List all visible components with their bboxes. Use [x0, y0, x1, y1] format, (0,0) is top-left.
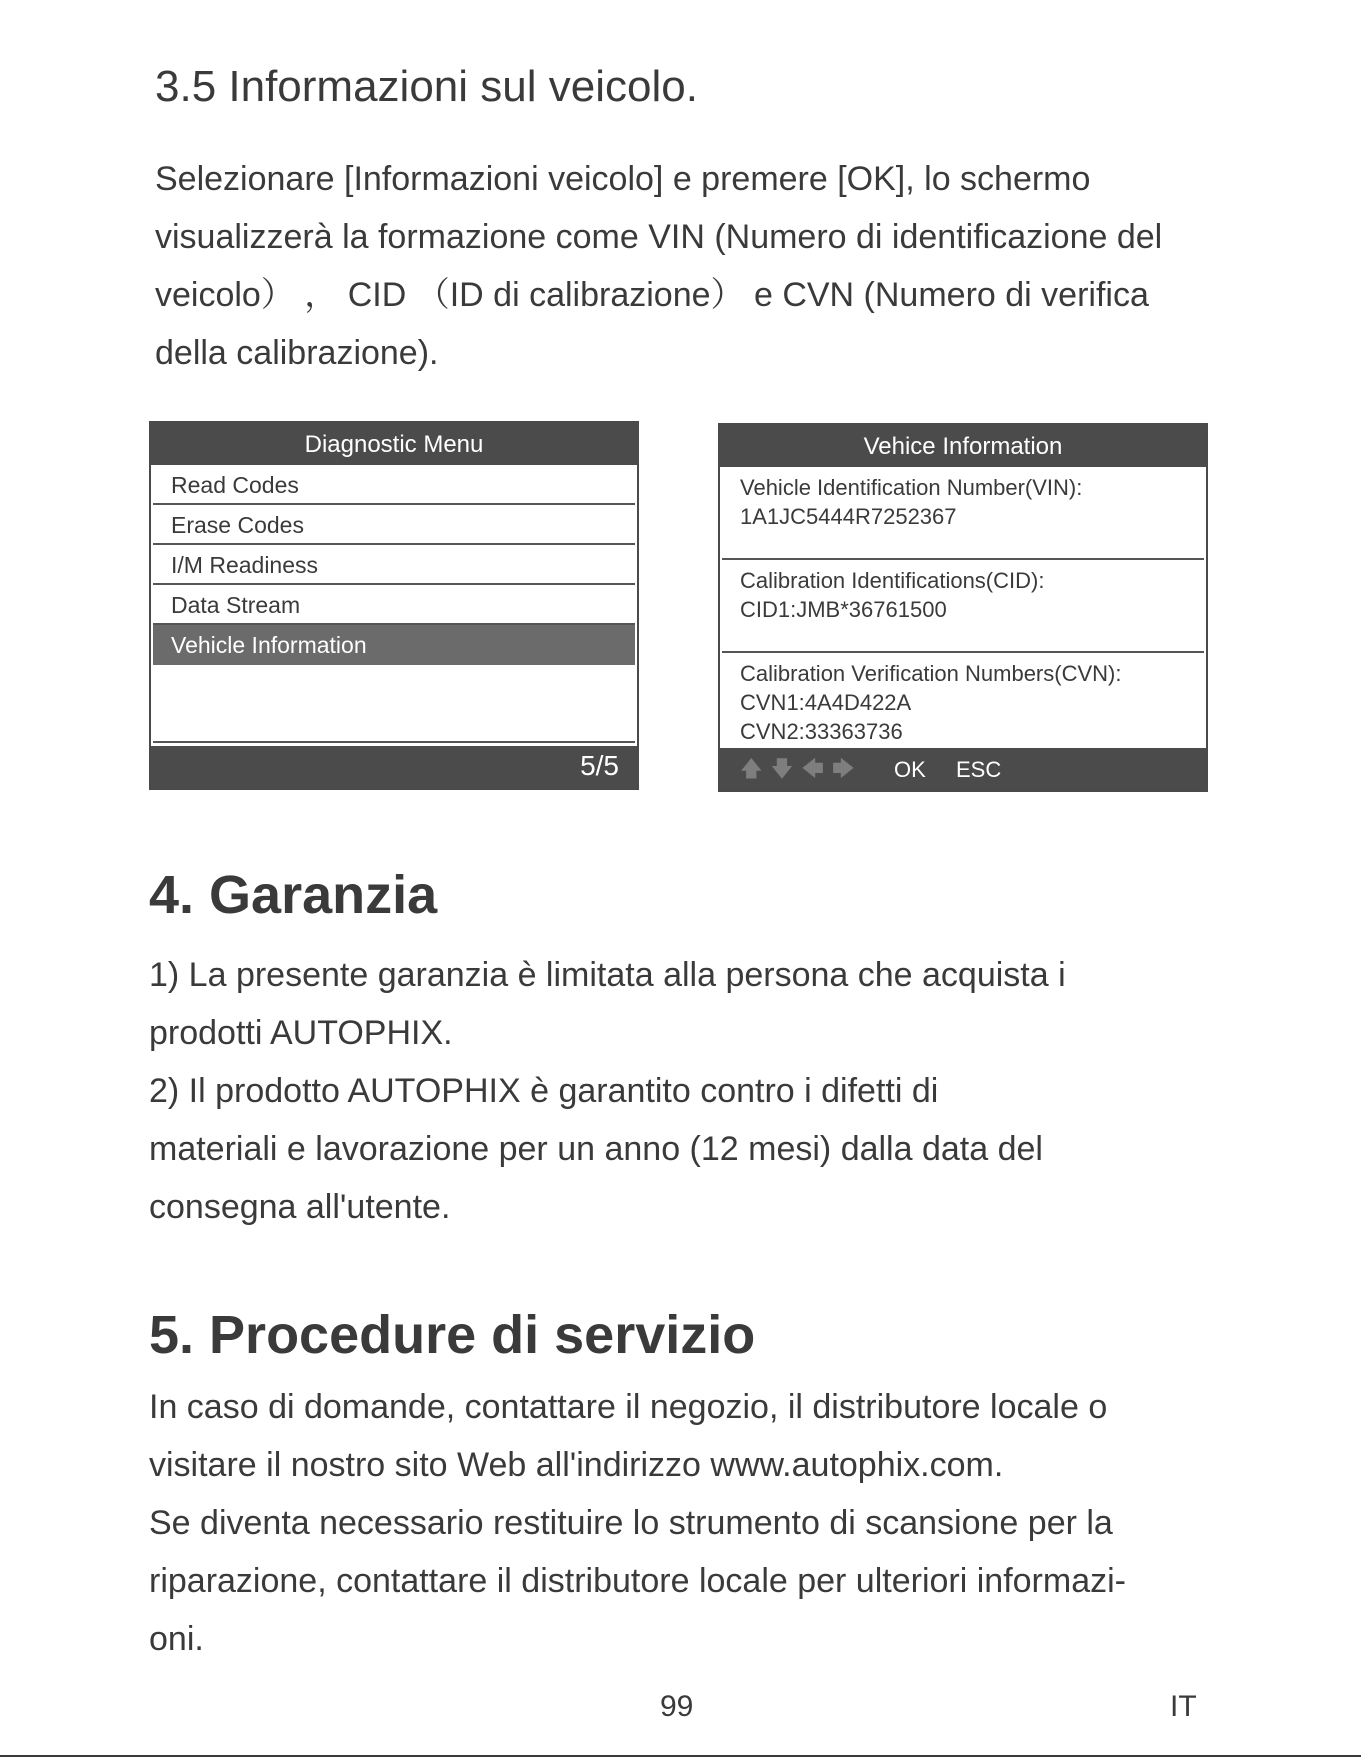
menu-empty-area: [153, 665, 635, 743]
service-line-4: riparazione, contattare il distributore locale per ulteriori informazi-: [149, 1562, 1126, 1600]
page-number: 99: [660, 1690, 694, 1723]
cid-block: [722, 560, 1204, 653]
cvn-value-2: CVN2:33363736: [740, 719, 903, 744]
menu-item-im-readiness[interactable]: I/M Readiness: [153, 545, 635, 585]
cvn-label: Calibration Verification Numbers(CVN):: [740, 661, 1122, 686]
warranty-line-5: consegna all'utente.: [149, 1188, 451, 1226]
warranty-heading: 4. Garanzia: [149, 865, 438, 925]
menu-item-data-stream[interactable]: Data Stream: [153, 585, 635, 625]
menu-item-read-codes[interactable]: Read Codes: [153, 465, 635, 505]
ok-button[interactable]: OK: [894, 757, 926, 782]
cvn-value-1: CVN1:4A4D422A: [740, 690, 912, 715]
diagnostic-menu-screen: [149, 421, 639, 790]
warranty-line-4: materiali e lavorazione per un anno (12 mesi) dalla data del: [149, 1130, 1043, 1168]
arrow-up-icon[interactable]: 🡅: [740, 756, 763, 781]
vehicle-info-footer: [720, 748, 1206, 790]
cid-label: Calibration Identifications(CID):: [740, 568, 1045, 593]
cid-value: CID1:JMB*36761500: [740, 597, 947, 622]
warranty-line-3: 2) Il prodotto AUTOPHIX è garantito contro i difetti di: [149, 1072, 939, 1110]
vin-label: Vehicle Identification Number(VIN):: [740, 475, 1083, 500]
arrow-down-icon[interactable]: 🡇: [770, 756, 794, 781]
section-title: 3.5 Informazioni sul veicolo.: [155, 62, 698, 111]
cvn-block: [722, 653, 1204, 747]
service-line-3: Se diventa necessario restituire lo strumento di scansione per la: [149, 1504, 1113, 1542]
diagnostic-menu-footer: [151, 746, 637, 788]
warranty-line-1: 1) La presente garanzia è limitata alla persona che acquista i: [149, 956, 1066, 994]
vin-value: 1A1JC5444R7252367: [740, 504, 957, 529]
vin-block: [722, 467, 1204, 560]
service-text: [149, 1378, 1229, 1668]
menu-item-erase-codes[interactable]: Erase Codes: [153, 505, 635, 545]
menu-item-vehicle-information[interactable]: Vehicle Information: [153, 625, 635, 665]
diagnostic-menu-title: Diagnostic Menu: [151, 423, 637, 465]
bottom-divider: [0, 1755, 1361, 1757]
service-heading: 5. Procedure di servizio: [149, 1305, 756, 1365]
nav-icons: [740, 756, 855, 782]
page-indicator: 5/5: [580, 750, 619, 781]
esc-button[interactable]: ESC: [956, 757, 1002, 782]
service-line-2: visitare il nostro sito Web all'indirizzo www.autophix.com.: [149, 1446, 1004, 1484]
warranty-line-2: prodotti AUTOPHIX.: [149, 1014, 453, 1052]
warranty-text: [149, 946, 1229, 1236]
intro-paragraph: Selezionare [Informazioni veicolo] e premere [OK], lo schermo visualizzerà la formazione come VIN (Numero di identificazione del veicolo） ， CID （ID di calibrazione） e CVN (Numero di verifica della calibrazione).: [155, 160, 1163, 372]
vehicle-info-title: Vehice Information: [720, 425, 1206, 467]
vehicle-info-screen: [718, 423, 1208, 792]
language-code: IT: [1170, 1690, 1197, 1723]
service-line-5: oni.: [149, 1620, 204, 1658]
arrow-left-icon[interactable]: 🡄: [801, 756, 824, 781]
service-line-1: In caso di domande, contattare il negozio, il distributore locale o: [149, 1388, 1108, 1426]
arrow-right-icon[interactable]: 🡆: [831, 756, 855, 781]
